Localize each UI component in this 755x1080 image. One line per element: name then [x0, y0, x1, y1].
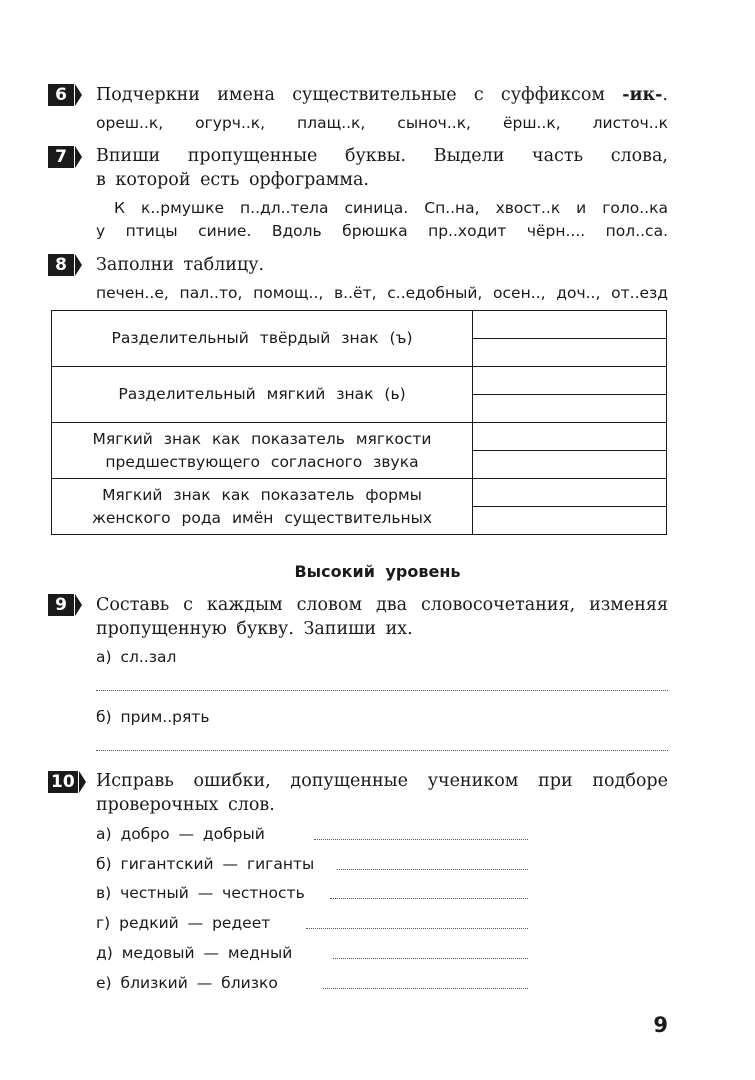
item-letter: а)	[96, 648, 112, 666]
answer-cell[interactable]	[473, 507, 667, 535]
answer-line[interactable]	[333, 958, 528, 959]
answer-cell[interactable]	[473, 479, 667, 507]
page-number: 9	[653, 1013, 668, 1037]
task-10-number: 10	[48, 771, 78, 793]
task-10-instruction-line1: Исправь ошибки, допущенные учеником при подборе	[96, 771, 668, 791]
row-label-line: Мягкий знак как показатель формы	[102, 485, 422, 504]
item-word: прим..рять	[120, 708, 210, 726]
task-10-item-d	[96, 914, 270, 932]
table-row-label	[52, 479, 473, 535]
task-6-word-list: ореш..к, огурч..к, плащ..к, сыноч..к, ёрш..к, листоч..к	[96, 114, 668, 132]
item-text: медовый — медный	[121, 944, 293, 962]
task-6-instruction-text: Подчеркни имена существительные с суффиксом	[96, 85, 605, 105]
task-7-text-line1: К к..рмушке п..дл..тела синица. Сп..на, хвост..к и голо..ка	[114, 199, 668, 217]
arrow-icon	[75, 84, 82, 106]
task-6-suffix-end: .	[662, 85, 668, 105]
row-label-line: предшествующего согласного звука	[105, 452, 419, 471]
answer-line[interactable]	[96, 690, 668, 691]
task-9-number: 9	[48, 594, 74, 616]
task-10-instruction-line2: проверочных слов.	[96, 795, 275, 815]
answer-line[interactable]	[306, 928, 528, 929]
item-letter: д)	[96, 944, 113, 962]
task-6-number: 6	[48, 84, 74, 106]
arrow-icon	[75, 254, 82, 276]
section-heading: Высокий уровень	[294, 562, 461, 581]
task-8-number: 8	[48, 254, 74, 276]
answer-cell[interactable]	[473, 423, 667, 451]
arrow-icon	[75, 146, 82, 168]
item-letter: б)	[96, 855, 112, 873]
answer-line[interactable]	[337, 869, 528, 870]
item-text: близкий — близко	[120, 974, 278, 992]
item-letter: е)	[96, 974, 112, 992]
task-10-item-b	[96, 855, 314, 873]
answer-cell[interactable]	[473, 339, 667, 367]
table-row-label	[52, 367, 473, 423]
answer-line[interactable]	[96, 750, 668, 751]
item-text: честный — честность	[120, 884, 305, 902]
task-9-instruction-line1: Составь с каждым словом два словосочетания, изменяя	[96, 595, 668, 615]
table-row-label	[52, 311, 473, 367]
task-7-instruction-line1: Впиши пропущенные буквы. Выдели часть слова,	[96, 146, 668, 166]
row-label-line: Разделительный твёрдый знак (ъ)	[111, 329, 413, 347]
task-7-instruction-line2: в которой есть орфограмма.	[96, 170, 369, 190]
task-7-number-badge	[48, 145, 82, 169]
task-10-number-badge	[48, 770, 86, 794]
answer-cell[interactable]	[473, 395, 667, 423]
item-letter: а)	[96, 825, 112, 843]
task-8-word-list: печен..е, пал..то, помощ.., в..ёт, с..едобный, осен.., доч.., от..езд	[96, 284, 668, 302]
answer-line[interactable]	[330, 898, 528, 899]
answer-cell[interactable]	[473, 311, 667, 339]
item-word: сл..зал	[120, 648, 177, 666]
item-letter: б)	[96, 708, 112, 726]
task-8-number-badge	[48, 253, 82, 277]
row-label-line: Мягкий знак как показатель мягкости	[92, 429, 432, 448]
task-9-item-a	[96, 648, 176, 666]
item-text: добро — добрый	[120, 825, 265, 843]
arrow-icon	[79, 771, 86, 793]
item-letter: в)	[96, 884, 112, 902]
item-letter: г)	[96, 914, 111, 932]
arrow-icon	[75, 594, 82, 616]
item-text: редкий — редеет	[119, 914, 271, 932]
answer-cell[interactable]	[473, 367, 667, 395]
task-7-text-line2: у птицы синие. Вдоль брюшка пр..ходит чёрн.... пол..са.	[96, 222, 668, 240]
row-label-line: Разделительный мягкий знак (ь)	[118, 385, 406, 403]
item-text: гигантский — гиганты	[120, 855, 315, 873]
row-label-line: женского рода имён существительных	[91, 508, 433, 527]
task-6-number-badge	[48, 83, 82, 107]
task-9-item-b	[96, 708, 209, 726]
task-8-instruction: Заполни таблицу.	[96, 255, 265, 275]
task-10-item-c	[96, 884, 305, 902]
answer-line[interactable]	[314, 839, 528, 840]
task-6-instruction	[96, 85, 668, 105]
task-9-instruction-line2: пропущенную букву. Запиши их.	[96, 619, 413, 639]
task-6-suffix: -ик-	[622, 85, 663, 105]
table-row-label	[52, 423, 473, 479]
task-7-number: 7	[48, 146, 74, 168]
answer-cell[interactable]	[473, 451, 667, 479]
task-10-item-e	[96, 944, 292, 962]
task-8-table	[51, 310, 667, 535]
task-10-item-f	[96, 974, 278, 992]
answer-line[interactable]	[323, 988, 528, 989]
task-10-item-a	[96, 825, 265, 843]
task-9-number-badge	[48, 593, 82, 617]
